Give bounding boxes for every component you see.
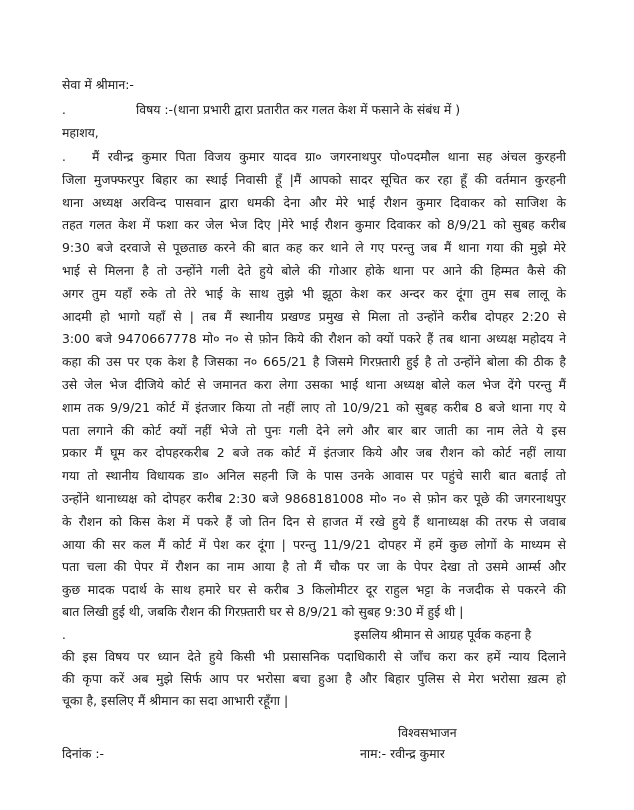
body-line: उन्होंने थानाध्यक्ष को दोपहर करीब 2:30 बजे 9868181008 मो० न० से फ़ोन कर पूछे की जगरनाथपुर	[62, 491, 566, 506]
body-line: 3:00 बजे 9470667778 मो० न० से फ़ोन किये की रौशन को क्यों पकरे हैं तब थाना अध्यक्ष महोदय ने	[62, 331, 566, 347]
body-line: थाना अध्यक्ष अरविन्द पासवान द्वारा धमकी देना और मेरे भाई रौशन कुमार दिवाकर को साजिश के	[62, 194, 566, 210]
body-line: तहत गलत केश में फशा कर जेल भेज दिए |मेरे भाई रौशन कुमार दिवाकर को 8/9/21 को सुबह करीब	[62, 217, 566, 233]
bullet-dot: .	[62, 103, 66, 117]
body-line: आदमी हो भागो यहाँ से | तब मैं स्थानीय प्रखण्ड प्रमुख से मिला तो उन्होंने करीब दोपहर 2:20 से	[62, 308, 566, 324]
greeting: महाशय,	[62, 125, 99, 140]
subject-line: विषय :-(थाना प्रभारी द्वारा प्रतारीत कर गलत केश में फसाने के संबंध में )	[136, 102, 461, 117]
date-label: दिनांक :-	[62, 746, 104, 761]
paragraph-1-last-line: बात लिखी हुई थी, जबकि रौशन की गिरफ़्तारी घर से 8/9/21 को सुबह 9:30 में हुई थी |	[62, 604, 464, 619]
body-line: कुछ मादक पदार्थ के साथ हमारे घर से करीब 3 किलोमीटर दूर राहुल भट्टा के नजदीक से पकरने की	[62, 582, 566, 598]
body-line: कहा की उस पर एक केश है जिसका न० 665/21 है जिसमे गिरफ़्तारी हुई है तो उन्होंने बोला की ठीक है	[62, 354, 566, 370]
body-line: मैं रवीन्द्र कुमार पिता विजय कुमार यादव ग्रा० जगरनाथपुर पो०पदमौल थाना सह अंचल कुरहनी	[92, 149, 566, 164]
salutation-to: सेवा में श्रीमान:-	[62, 77, 134, 92]
body-line: पता चला की पेपर में रौशन का नाम आया है तो मैं चौक पर जा के पेपर देखा तो उसमे आर्म्स और	[62, 559, 566, 575]
body-line: की कृपा करें अब मुझे सिर्फ आप पर भरोसा बचा हुआ है और बिहार पुलिस से मेरा भरोसा ख़त्म हो	[62, 671, 566, 686]
bullet-dot: .	[62, 150, 66, 164]
body-line: की इस विषय पर ध्यान देते हुये किसी भी प्रसासनिक पदाधिकारी से जाँच करा कर हमें न्याय दिलाने	[62, 649, 566, 664]
body-line: प्रकार मैं घूम कर दोपहरकरीब 2 बजे तक कोर्ट में इंतजार किये और जब रौशन को कोर्ट नहीं लाया	[62, 445, 566, 461]
body-line: अगर तुम यहाँ रुके तो तेरे भाई के साथ तुझे भी झूठा केश कर अन्दर कर दूंगा तुम सब लालू के	[62, 285, 566, 301]
body-line: गया तो स्थानीय विधायक डा० अनिल सहनी जि के पास उनके आवास पर पहुंचे सारी बात बताई तो	[62, 468, 566, 484]
body-line: पता लगाने की कोर्ट क्यों नहीं भेजे तो पुनः गली देने लगे और बार बार जाती का नाम लेते ये इस	[62, 422, 566, 438]
body-line: शाम तक 9/9/21 कोर्ट में इंतजार किया तो नहीं लाए तो 10/9/21 को सुबह करीब 8 बजे थाना गए ये	[62, 399, 566, 415]
body-line: जिला मुजफ्फरपुर बिहार का स्थाई निवासी हूँ |मैं आपको सादर सूचित कर रहा हूँ की वर्तमान कुरहनी	[62, 171, 566, 187]
body-line: के रौशन को किस केश में पकरे हैं जो तिन दिन से हाजत में रखे हुये हैं थानाध्यक्ष की तरफ से जवाब	[62, 513, 566, 529]
name-label: नाम:- रवीन्द्र कुमार	[360, 746, 445, 761]
bullet-dot: .	[62, 628, 66, 642]
body-line: आया की सर कल मैं कोर्ट में पेश कर दूंगा | परन्तु 11/9/21 दोपहर में हमें कुछ लोगों के माध्यम से	[62, 536, 566, 552]
closing: विश्वसभाजन	[398, 725, 457, 740]
body-line: 9:30 बजे दरवाजे से पूछताछ करने की बात कह कर थाने ले गए परन्तु जब मैं थाना गया की मुझे मेरे	[62, 240, 566, 256]
body-line: भाई से मिलना है तो उन्होंने गली देते हुये बोले की गोआर होके थाना पर आने की हिम्मत कैसे की	[62, 263, 566, 278]
paragraph-2-last-line: चूका है, इसलिए मैं श्रीमान का सदा आभारी रहूँगा |	[62, 693, 289, 708]
paragraph-2-first-line: इसलिय श्रीमान से आग्रह पूर्वक कहना है	[354, 627, 532, 642]
body-line: उसे जेल भेज दीजिये कोर्ट से जमानत करा लेगा उसका भाई थाना अध्यक्ष बोले कल भेज देंगे परन्तु मैं	[62, 377, 566, 392]
